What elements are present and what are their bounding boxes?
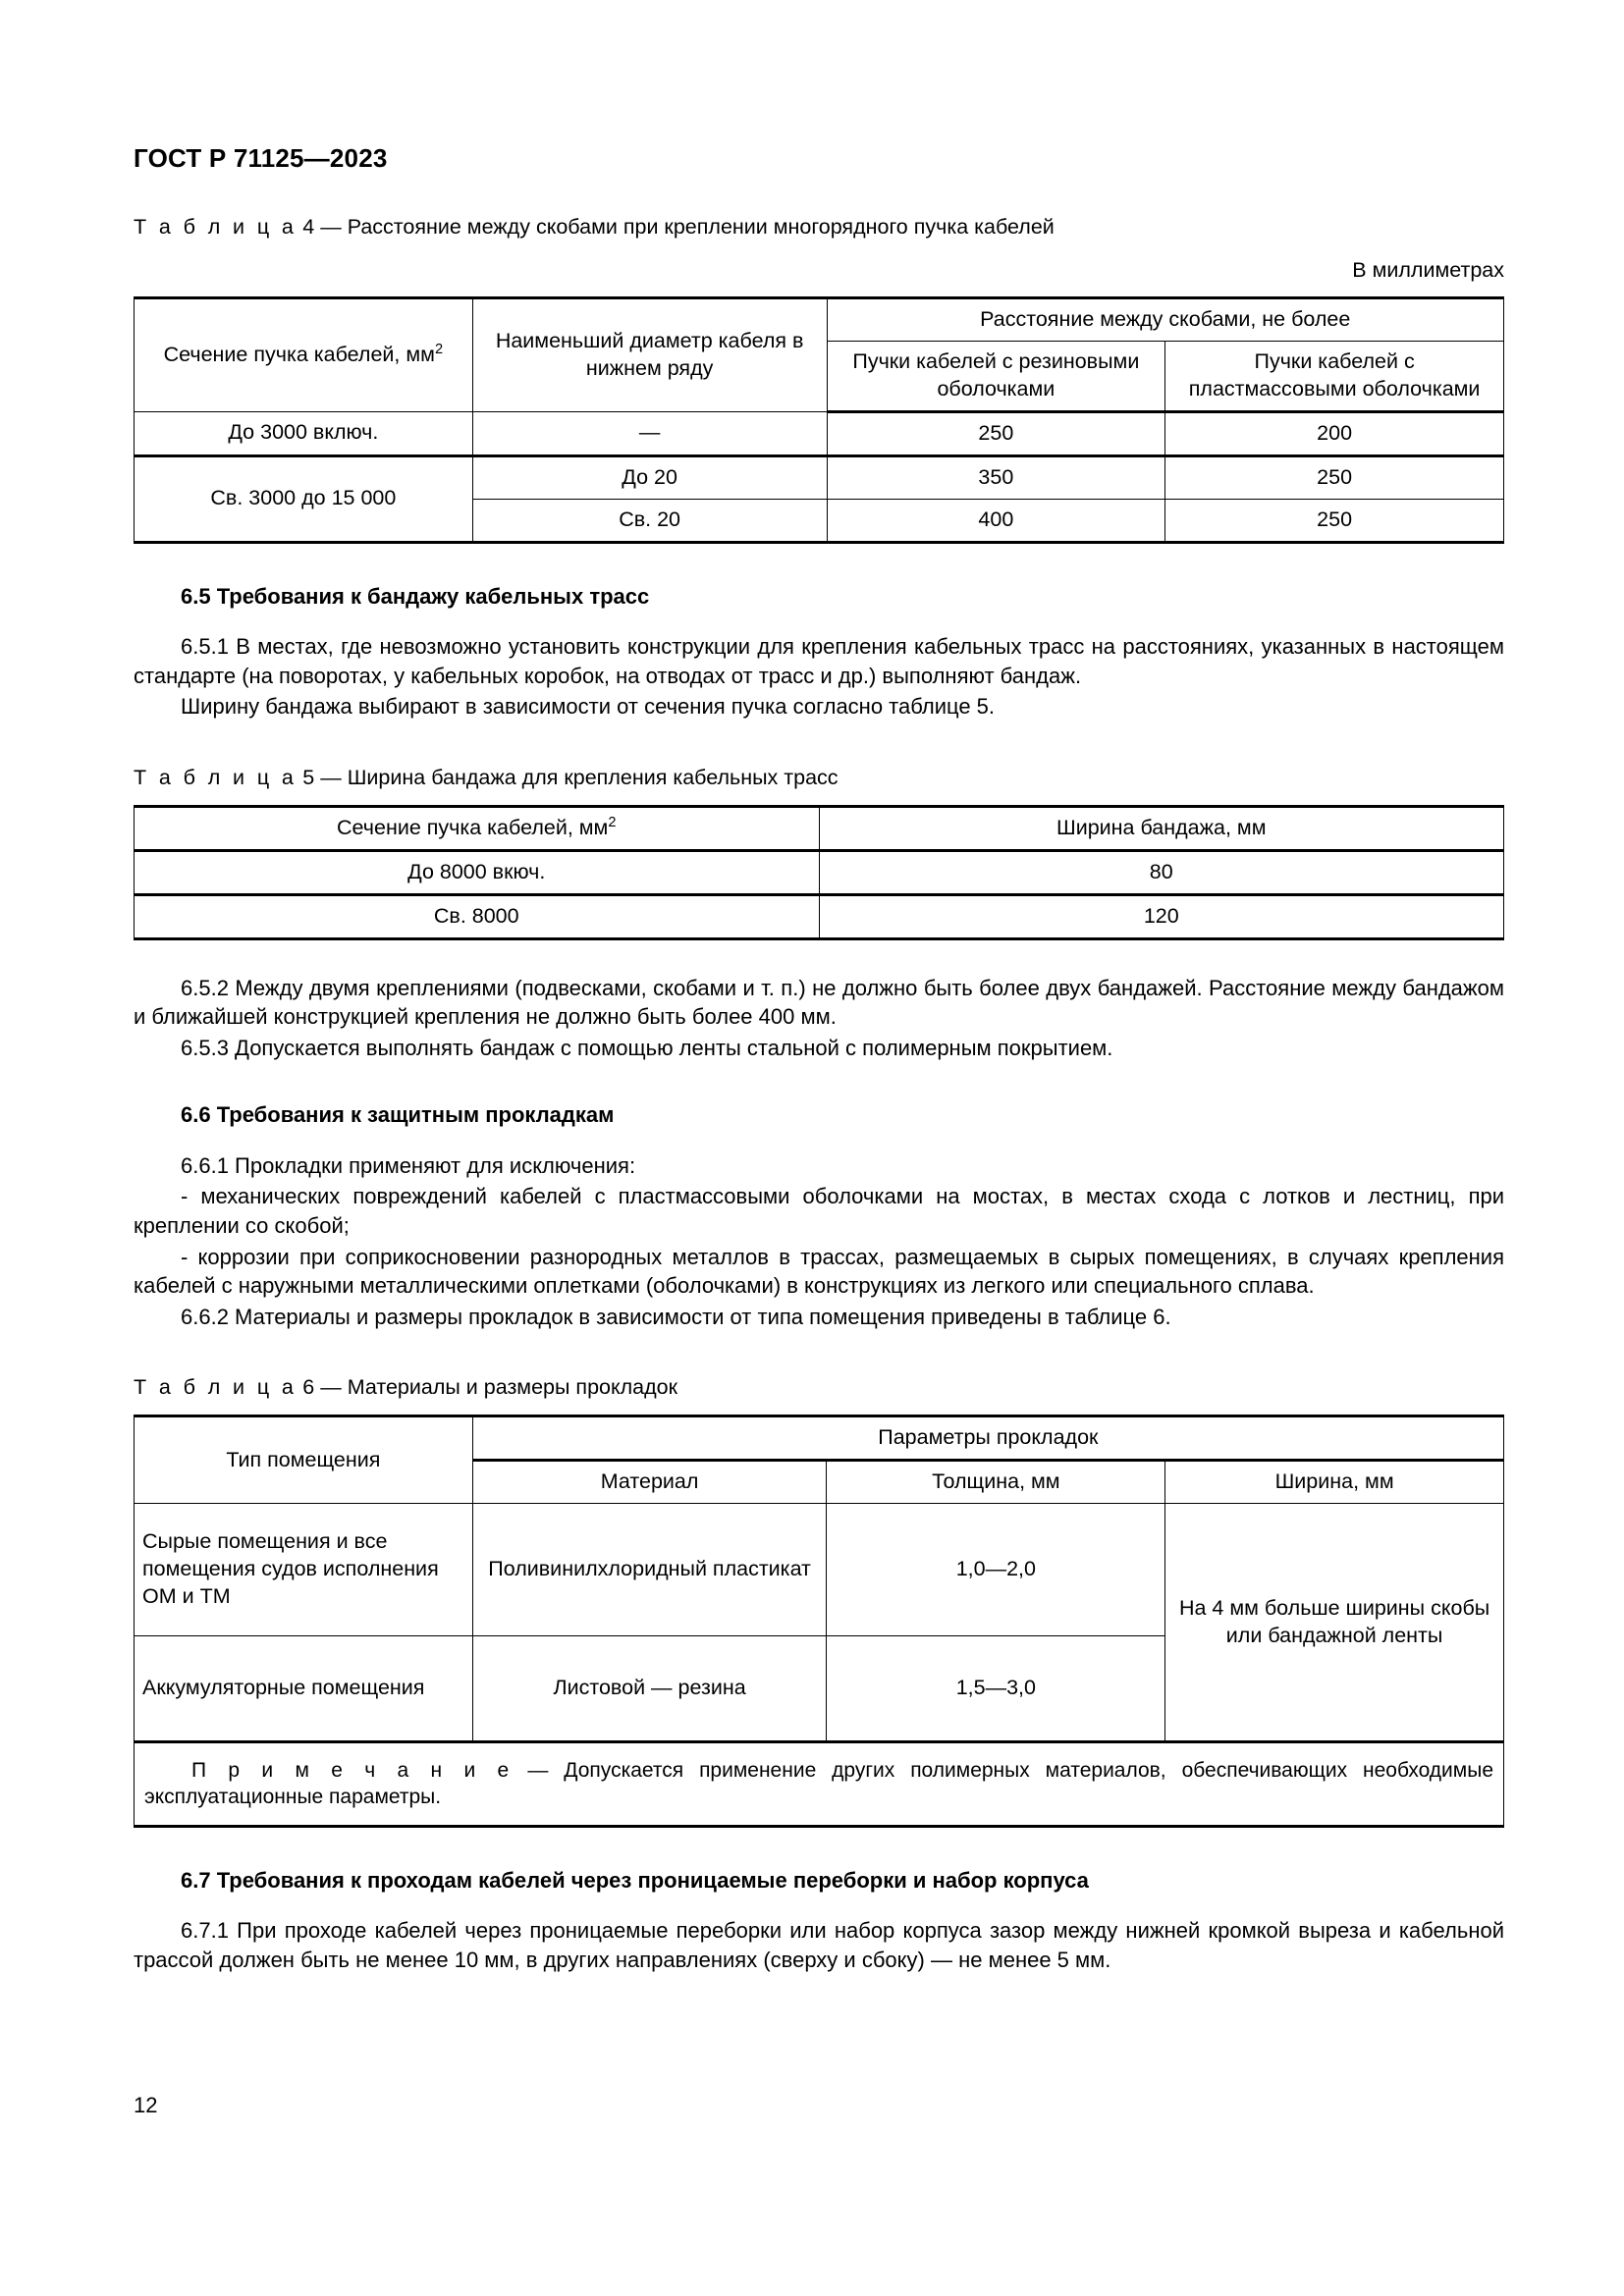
table-4-caption-dash: —	[320, 215, 342, 239]
table-6-header-room-type: Тип помещения	[135, 1416, 473, 1504]
table-6-note-row	[135, 1742, 1504, 1827]
table-5-header-width: Ширина бандажа, мм	[819, 806, 1504, 850]
section-6-6-bullet-mechanical: - механических повреждений кабелей с пластмассовыми оболочками на мостах, в местах схода с лотков и лестниц, при креплении со скобой;	[134, 1184, 1504, 1238]
table-6-cell-thickness-1: 1,5—3,0	[827, 1636, 1165, 1742]
table-5-caption	[134, 765, 1504, 791]
table-5-caption-number: 5	[302, 765, 315, 789]
table-4-caption-label: Т а б л и ц а	[134, 215, 298, 239]
table-6-note-dash: —	[527, 1759, 549, 1783]
page-number: 12	[134, 2093, 158, 2117]
table-6-note-text: Допускается применение других полимерных материалов, обеспечивающих необходимые эксплуатационные параметры.	[144, 1759, 1493, 1809]
table-5-caption-title: Ширина бандажа для крепления кабельных трасс	[347, 765, 839, 789]
table-4-cell-diameter-2: Св. 20	[472, 499, 827, 542]
section-6-7-1-paragraph: 6.7.1 При проходе кабелей через проницаемые переборки или набор корпуса зазор между нижней кромкой выреза и кабельной трассой должен быть не менее 10 мм, в других направлениях (сверху и сбоку) — не менее 5 мм.	[134, 1918, 1504, 1972]
table-row	[135, 1504, 1504, 1636]
table-4-header-rubber: Пучки кабелей с резиновыми оболочками	[827, 341, 1165, 411]
table-4-cell-rubber-0: 250	[827, 411, 1165, 455]
table-5-header-section-sup: 2	[608, 814, 617, 830]
table-4-header-group: Расстояние между скобами, не более	[827, 297, 1504, 341]
section-6-6-heading: 6.6 Требования к защитным прокладкам	[181, 1102, 615, 1128]
table-4-cell-plastic-1: 250	[1165, 455, 1504, 499]
table-6-header-material: Материал	[472, 1461, 827, 1504]
table-4-caption	[134, 214, 1504, 240]
table-6-cell-room-1: Аккумуляторные помещения	[135, 1636, 473, 1742]
table-5-cell-width-1: 120	[819, 894, 1504, 938]
table-4-header-row-1	[135, 297, 1504, 341]
table-6-cell-material-1: Листовой — резина	[472, 1636, 827, 1742]
section-6-6-1-paragraph: 6.6.1 Прокладки применяют для исключения:	[181, 1152, 636, 1178]
table-row	[135, 894, 1504, 938]
section-6-5-3-paragraph: 6.5.3 Допускается выполнять бандаж с помощью ленты стальной с полимерным покрытием.	[181, 1035, 1113, 1060]
table-5	[134, 805, 1504, 940]
table-5-cell-section-0: До 8000 вкюч.	[135, 850, 820, 894]
table-6-cell-width-merged: На 4 мм больше ширины скобы или бандажной ленты	[1165, 1504, 1504, 1742]
table-6-header-row-1	[135, 1416, 1504, 1461]
section-6-5-heading: 6.5 Требования к бандажу кабельных трасс	[181, 583, 650, 609]
table-4-cell-section-0: До 3000 включ.	[135, 411, 473, 455]
table-6-caption-title: Материалы и размеры прокладок	[347, 1375, 678, 1400]
table-5-header-row	[135, 806, 1504, 850]
table-row	[135, 411, 1504, 455]
table-5-caption-label: Т а б л и ц а	[134, 765, 298, 789]
section-6-5-bandage-width-paragraph: Ширину бандажа выбирают в зависимости от сечения пучка согласно таблице 5.	[181, 694, 996, 720]
table-4-cell-rubber-1: 350	[827, 455, 1165, 499]
section-6-5-2-paragraph: 6.5.2 Между двумя креплениями (подвесками, скобами и т. п.) не должно быть более двух бандажей. Расстояние между бандажом и ближайшей конструкцией крепления не должно быть более 400 мм.	[134, 975, 1504, 1030]
table-4-cell-diameter-0: —	[472, 411, 827, 455]
table-6-note	[135, 1742, 1504, 1827]
page-content	[134, 0, 1504, 1974]
table-6-caption-dash: —	[320, 1375, 342, 1400]
table-6-caption-number: 6	[302, 1375, 315, 1400]
section-6-6-bullet-corrosion: - коррозии при соприкосновении разнородных металлов в трассах, размещаемых в сырых помещениях, в случаях крепления кабелей с наружными металлическими оплетками (оболочками) в конструкциях из легкого или специального сплава.	[134, 1244, 1504, 1299]
table-4	[134, 296, 1504, 544]
table-5-cell-section-1: Св. 8000	[135, 894, 820, 938]
table-4-header-section-text: Сечение пучка кабелей, мм	[163, 342, 435, 366]
table-5-cell-width-0: 80	[819, 850, 1504, 894]
table-4-cell-diameter-1: До 20	[472, 455, 827, 499]
table-5-header-section	[135, 806, 820, 850]
table-6-header-group: Параметры прокладок	[472, 1416, 1503, 1461]
table-row	[135, 455, 1504, 499]
table-6-cell-thickness-0: 1,0—2,0	[827, 1504, 1165, 1636]
table-4-header-section	[135, 297, 473, 411]
table-6-cell-room-0: Сырые помещения и все помещения судов исполнения ОМ и ТМ	[135, 1504, 473, 1636]
table-6-cell-material-0: Поливинилхлоридный пластикат	[472, 1504, 827, 1636]
table-row	[135, 850, 1504, 894]
table-4-header-section-sup: 2	[434, 341, 444, 357]
table-4-header-diameter: Наименьший диаметр кабеля в нижнем ряду	[472, 297, 827, 411]
table-4-units-note: В миллиметрах	[1352, 257, 1504, 282]
table-4-cell-plastic-2: 250	[1165, 499, 1504, 542]
table-6-caption-label: Т а б л и ц а	[134, 1375, 298, 1400]
section-6-6-2-paragraph: 6.6.2 Материалы и размеры прокладок в зависимости от типа помещения приведены в таблице 6.	[181, 1304, 1171, 1329]
table-6-caption	[134, 1374, 1504, 1401]
section-6-5-1-paragraph: 6.5.1 В местах, где невозможно установить конструкции для крепления кабельных трасс на расстояниях, указанных в настоящем стандарте (на поворотах, у кабельных коробок, на отводах от трасс и др.) выполняют бандаж.	[134, 634, 1504, 688]
table-4-cell-plastic-0: 200	[1165, 411, 1504, 455]
section-6-7-heading: 6.7 Требования к проходам кабелей через проницаемые переборки и набор корпуса	[181, 1867, 1089, 1893]
table-6-header-width: Ширина, мм	[1165, 1461, 1504, 1504]
table-6	[134, 1415, 1504, 1827]
table-4-caption-number: 4	[302, 215, 315, 239]
page-header-standard-number: ГОСТ Р 71125—2023	[134, 143, 388, 173]
table-5-caption-dash: —	[320, 765, 342, 789]
table-5-header-section-text: Сечение пучка кабелей, мм	[337, 815, 609, 839]
table-4-cell-section-1: Св. 3000 до 15 000	[135, 455, 473, 542]
table-4-cell-rubber-2: 400	[827, 499, 1165, 542]
table-6-header-thickness: Толщина, мм	[827, 1461, 1165, 1504]
table-4-header-plastic: Пучки кабелей с пластмассовыми оболочками	[1165, 341, 1504, 411]
table-4-caption-title: Расстояние между скобами при креплении многорядного пучка кабелей	[347, 215, 1055, 239]
table-6-note-label: П р и м е ч а н и е	[191, 1759, 513, 1783]
